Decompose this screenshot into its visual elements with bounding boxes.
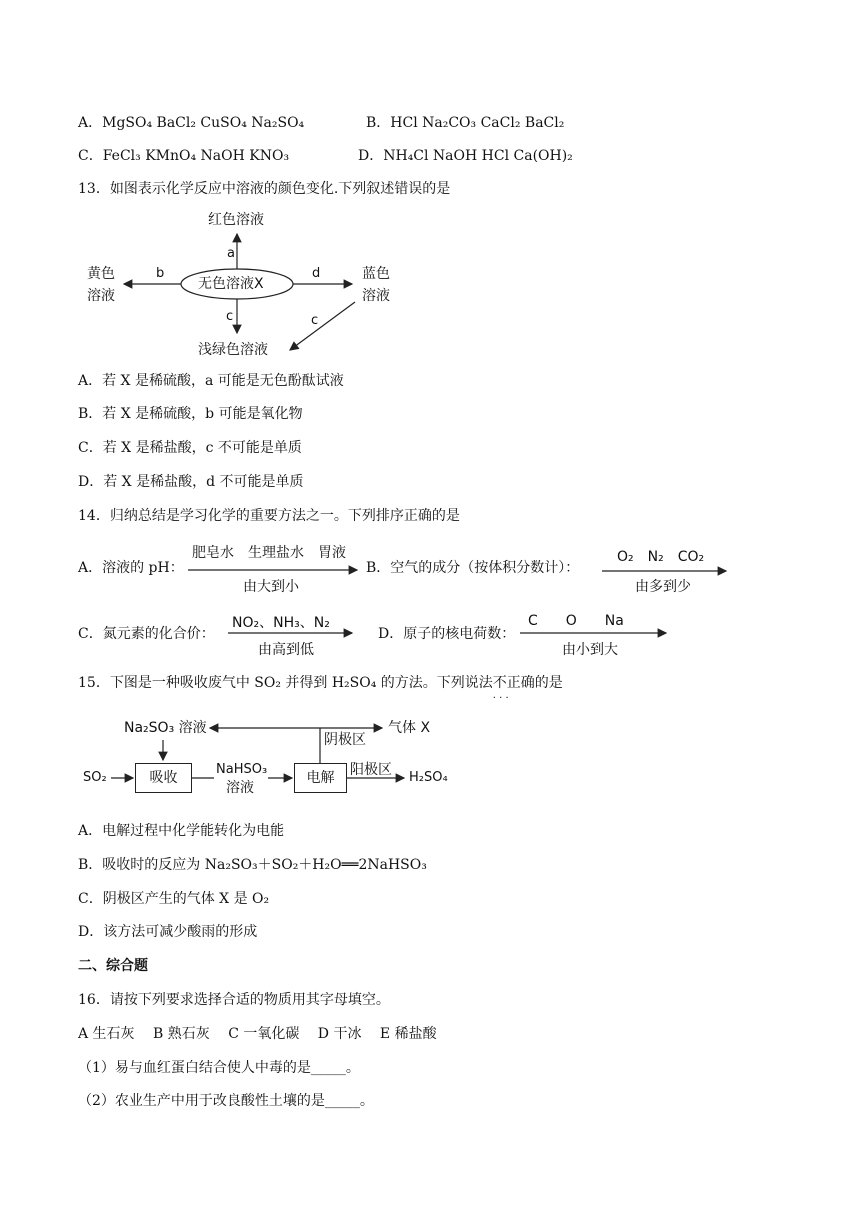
q16-choices: A 生石灰 B 熟石灰 C 一氧化碳 D 干冰 E 稀盐酸 [78,1026,437,1042]
q13-label-c2: c [311,313,319,328]
q13-left-label-1: 黄色 [87,266,115,282]
q13-option-d: D．若 X 是稀盐酸，d 不可能是单质 [78,474,304,490]
q13-label-b: b [156,266,165,281]
q13-label-c: c [226,309,234,324]
q12-option-b: B．HCl Na₂CO₃ CaCl₂ BaCl₂ [366,115,565,131]
q15-stem-after: 的是 [534,675,563,691]
q14-a-prefix: A．溶液的 pH： [78,560,184,576]
q14-a-items: 肥皂水 生理盐水 胃液 [192,545,346,561]
q13-right-label-1: 蓝色 [362,266,390,282]
q14-c-order: 由高到低 [258,642,314,658]
q13-left-label-2: 溶液 [87,288,115,304]
q14-c-items: NO₂、NH₃、N₂ [232,615,330,631]
q12-option-d: D．NH₄Cl NaOH HCl Ca(OH)₂ [358,148,573,164]
q14-b-items: O₂ N₂ CO₂ [617,549,705,565]
q15-na2so3-label: Na₂SO₃ 溶液 [124,720,207,736]
q13-option-b: B．若 X 是稀硫酸，b 可能是氧化物 [78,406,303,422]
q15-option-d: D．该方法可减少酸雨的形成 [78,924,258,940]
q15-cathode-label: 阴极区 [324,732,366,748]
q13-top-label: 红色溶液 [208,212,264,228]
q15-stem-before: 15．下图是一种吸收废气中 SO₂ 并得到 H₂SO₄ 的方法。下列说法 [78,675,493,691]
q15-anode-label: 阳极区 [350,762,392,778]
q15-option-b: B．吸收时的反应为 Na₂SO₃＋SO₂＋H₂O══2NaHSO₃ [78,857,427,873]
section2-title: 二、综合题 [78,958,148,974]
q15-option-c: C．阴极区产生的气体 X 是 O₂ [78,891,270,907]
q16-sub1: （1）易与血红蛋白结合使人中毒的是_____。 [78,1060,360,1076]
q14-b-order: 由多到少 [635,579,691,595]
q12-option-a: A．MgSO₄ BaCl₂ CuSO₄ Na₂SO₄ [78,115,305,131]
q13-right-label-2: 溶液 [362,288,390,304]
q14-stem: 14．归纳总结是学习化学的重要方法之一。下列排序正确的是 [78,508,460,524]
q14-d-prefix: D．原子的核电荷数： [378,626,516,642]
q13-center-label: 无色溶液X [198,276,264,292]
q14-d-order: 由小到大 [562,642,618,658]
q12-option-c: C．FeCl₃ KMnO₄ NaOH KNO₃ [78,148,290,164]
q14-c-prefix: C．氮元素的化合价： [78,626,215,642]
q13-option-c: C．若 X 是稀盐酸，c 不可能是单质 [78,440,302,456]
q15-stem-emphasis: 不正确 · · · [493,675,535,691]
q15-stem [78,673,563,693]
q15-nahso3-label-1: NaHSO₃ [216,762,268,777]
q13-bottom-label: 浅绿色溶液 [198,342,268,358]
q15-h2so4-label: H₂SO₄ [409,770,448,785]
q15-nahso3-label-2: 溶液 [226,780,254,796]
q14-a-order: 由大到小 [243,579,299,595]
q15-gas-x-label: 气体 X [388,720,431,736]
q13-label-d: d [312,266,321,281]
q15-option-a: A．电解过程中化学能转化为电能 [78,823,285,839]
q14-d-items: C O Na [528,613,624,629]
q16-stem: 16．请按下列要求选择合适的物质用其字母填空。 [78,992,390,1008]
q13-arrow-c2 [290,302,355,350]
q15-absorb-box: 吸收 [135,763,192,793]
q13-option-a: A．若 X 是稀硫酸，a 可能是无色酚酞试液 [78,373,344,389]
q14-b-prefix: B．空气的成分（按体积分数计）： [366,560,580,576]
q16-sub2: （2）农业生产中用于改良酸性土壤的是_____。 [78,1093,374,1109]
q15-electrolysis-box: 电解 [294,763,347,793]
q13-stem: 13．如图表示化学反应中溶液的颜色变化.下列叙述错误的是 [78,181,451,197]
q15-so2-label: SO₂ [83,770,107,785]
q13-label-a: a [227,246,235,261]
